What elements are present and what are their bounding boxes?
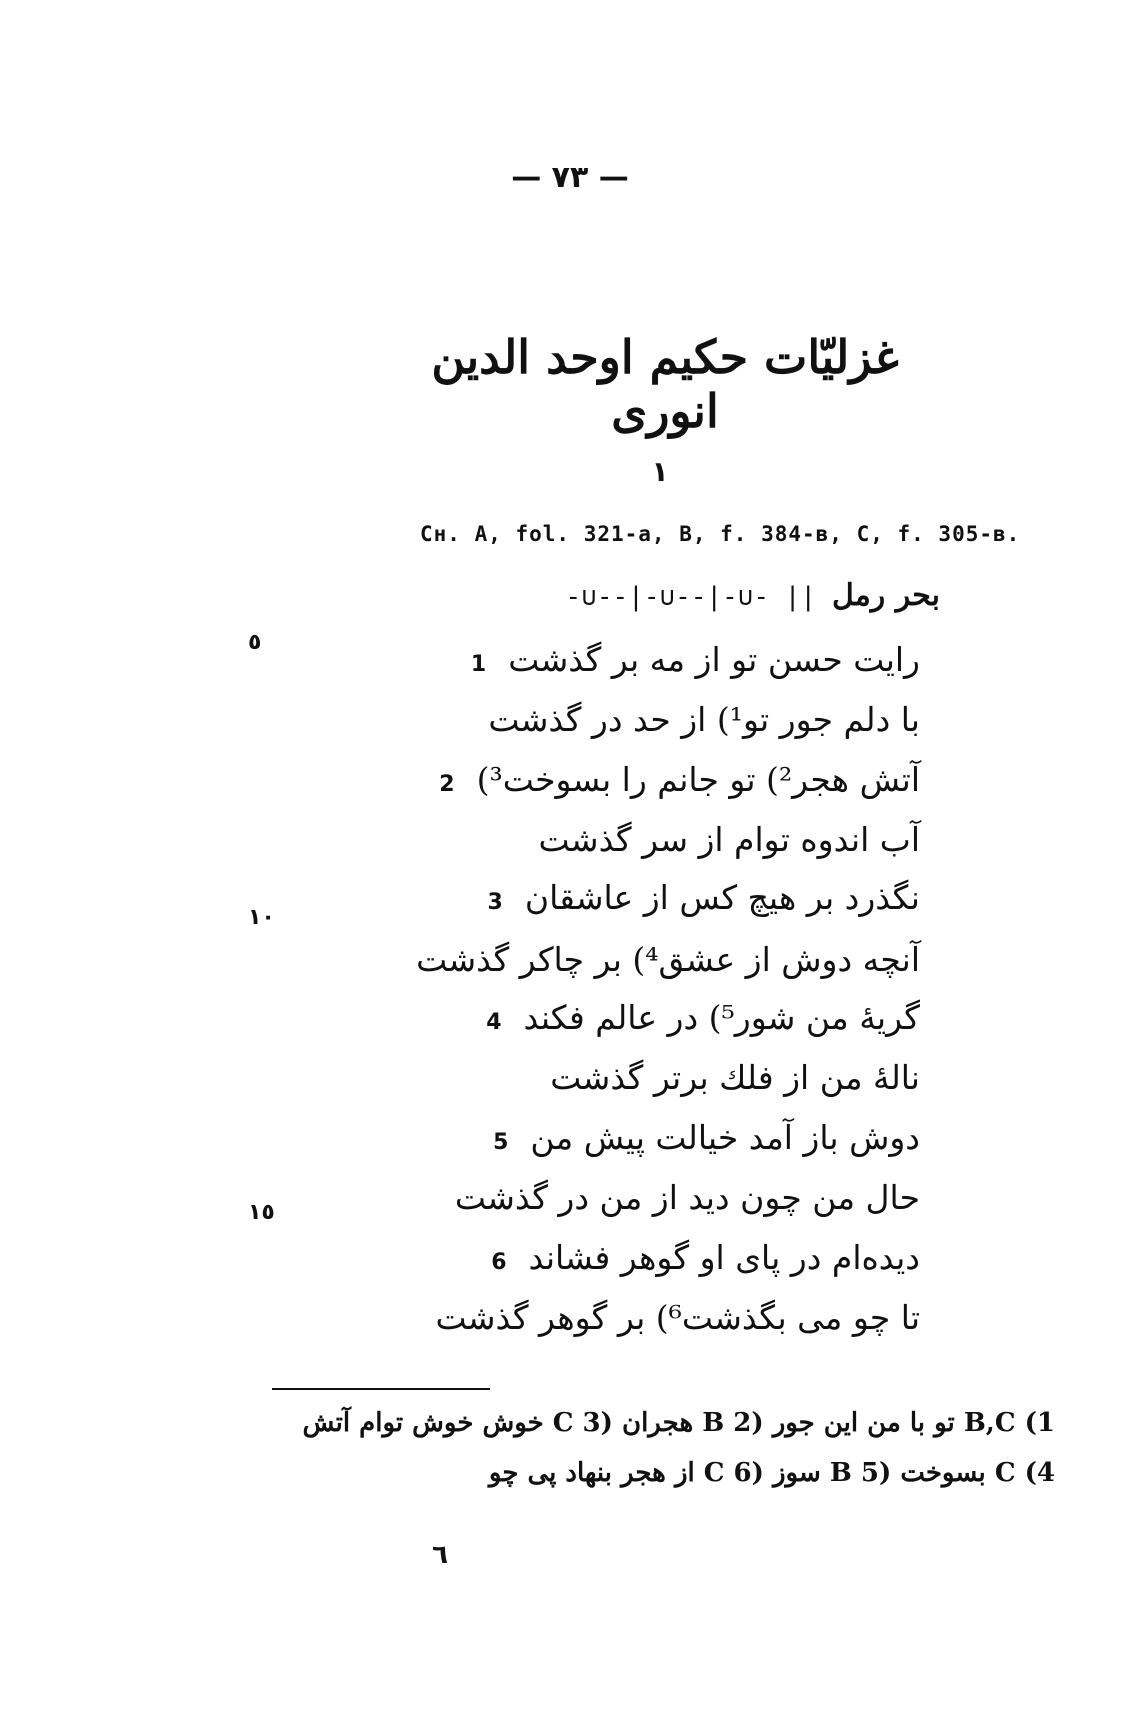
verse-number: 5 [493, 1130, 509, 1155]
verse-line [400, 1118, 920, 1157]
verse-line [400, 820, 920, 859]
verse-text: دوش باز آمد خیالت پیش من [530, 1118, 920, 1157]
meter-heading [420, 578, 940, 613]
verse-text: آتش هجر²) تو جانم را بسوخت³) [476, 760, 920, 799]
verse-number: 6 [491, 1250, 507, 1275]
verse-text: حال من چون دید از من در گذشت [454, 1178, 920, 1217]
footnote-line: 4) C بسوخت (5 B سوز (6 C از هجر بنهاد پی چو [488, 1458, 1055, 1488]
manuscript-reference: Сн. A, fol. 321-a, B, f. 384-в, C, f. 305-в. [420, 522, 1021, 546]
verse-line [400, 940, 920, 979]
page-title: غزلیّات حکیم اوحد الدین انوری [431, 330, 899, 438]
verse-text: نگذرد بر هیچ کس از عاشقان [524, 878, 920, 917]
verse-line [400, 1178, 920, 1217]
verse-text: دیده‌ام در پای او گوهر فشاند [528, 1238, 920, 1277]
verse-number: 1 [470, 652, 487, 677]
verse-line [400, 878, 920, 917]
footnote-line: 1) B,C تو با من این جور (2 B هجران (3 C خوش خوش توام آتش [302, 1408, 1055, 1438]
verse-number: 2 [439, 772, 455, 797]
verse-line [400, 760, 920, 799]
margin-line-number: ١٠ [248, 905, 275, 930]
verse-line [400, 998, 920, 1037]
verse-text: رایت حسن تو از مه بر گذشت [508, 640, 920, 679]
meter-name: بحر رمل [832, 578, 940, 613]
footnote-divider [272, 1388, 490, 1390]
section-number: ١ [651, 455, 669, 488]
verse-line [400, 1298, 920, 1337]
verse-text: گریهٔ من شور⁵) در عالم فکند [523, 998, 920, 1037]
meter-pattern: -∪--|-∪--|-∪- || [565, 582, 816, 612]
verse-number: 3 [487, 890, 503, 915]
verse-text: تا چو می بگذشت⁶) بر گوهر گذشت [435, 1298, 920, 1337]
signature-mark: ٦ [432, 1540, 448, 1570]
verse-line [400, 640, 920, 679]
verse-text: با دلم جور تو¹) از حد در گذشت [488, 700, 920, 739]
verse-line [400, 700, 920, 739]
verse-line [400, 1238, 920, 1277]
verse-text: آب اندوه توام از سر گذشت [538, 820, 920, 859]
verse-number: 4 [486, 1010, 502, 1035]
page-number: — ۷۳ — [511, 160, 629, 195]
verse-text: آنچه دوش از عشق⁴) بر چاکر گذشت [416, 940, 920, 979]
margin-line-number: ٥ [248, 630, 262, 655]
verse-text: نالهٔ من از فلك برتر گذشت [550, 1058, 920, 1097]
verse-line [400, 1058, 920, 1097]
margin-line-number: ١٥ [248, 1200, 275, 1225]
